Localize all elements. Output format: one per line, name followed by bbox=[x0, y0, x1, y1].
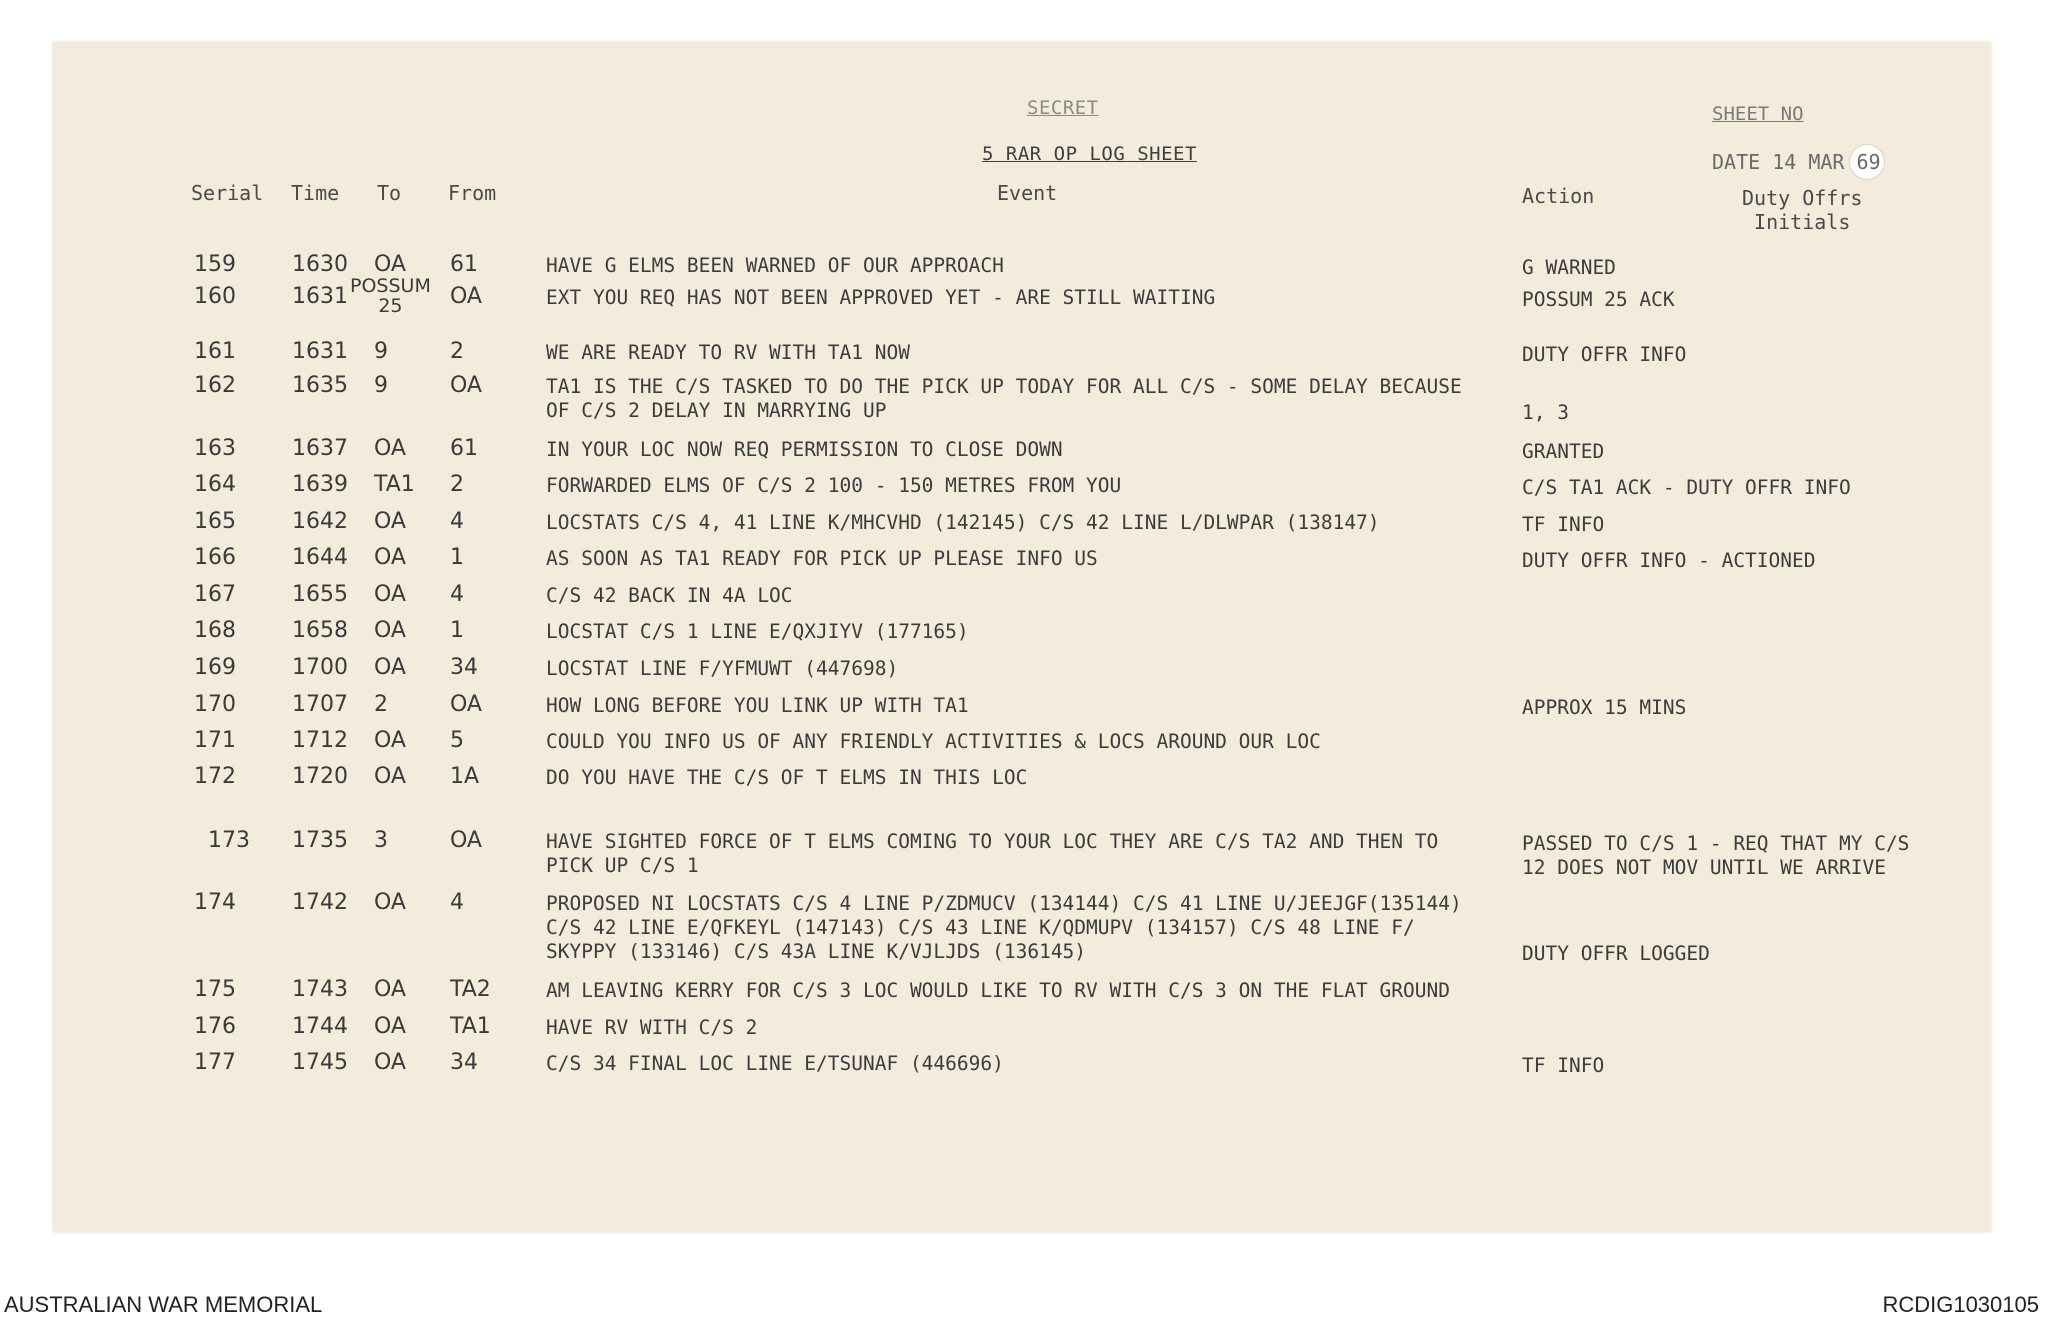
row-to: OA bbox=[374, 977, 406, 1002]
row-from: 34 bbox=[450, 1050, 478, 1075]
row-time: 1642 bbox=[292, 509, 348, 534]
row-to: OA bbox=[374, 1014, 406, 1039]
row-time: 1631 bbox=[292, 339, 348, 364]
row-serial: 161 bbox=[194, 339, 236, 364]
sheet-number: SHEET NO bbox=[1712, 103, 1804, 125]
row-time: 1655 bbox=[292, 582, 348, 607]
row-to: 3 bbox=[374, 828, 388, 853]
row-event: HAVE RV WITH C/S 2 bbox=[546, 1016, 758, 1039]
row-event: LOCSTATS C/S 4, 41 LINE K/MHCVHD (142145) C/S 42 LINE L/DLWPAR (138147) bbox=[546, 511, 1380, 534]
row-time: 1742 bbox=[292, 890, 348, 915]
row-to: 9 bbox=[374, 373, 388, 398]
row-serial: 163 bbox=[194, 436, 236, 461]
col-header-action: Action bbox=[1522, 184, 1595, 208]
row-time: 1743 bbox=[292, 977, 348, 1002]
row-to: OA bbox=[374, 545, 406, 570]
col-header-event: Event bbox=[997, 181, 1058, 205]
row-to: OA bbox=[374, 1050, 406, 1075]
row-serial: 159 bbox=[194, 252, 236, 277]
row-serial: 176 bbox=[194, 1014, 236, 1039]
row-serial: 168 bbox=[194, 618, 236, 643]
row-from: 61 bbox=[450, 252, 478, 277]
row-time: 1631 bbox=[292, 284, 348, 309]
row-to: TA1 bbox=[374, 472, 415, 497]
row-serial: 167 bbox=[194, 582, 236, 607]
row-serial: 175 bbox=[194, 977, 236, 1002]
row-event: AM LEAVING KERRY FOR C/S 3 LOC WOULD LIKE TO RV WITH C/S 3 ON THE FLAT GROUND bbox=[546, 979, 1450, 1002]
row-to: OA bbox=[374, 764, 406, 789]
row-serial: 162 bbox=[194, 373, 236, 398]
row-event: AS SOON AS TA1 READY FOR PICK UP PLEASE INFO US bbox=[546, 547, 1098, 570]
row-from: OA bbox=[450, 692, 482, 717]
row-event: EXT YOU REQ HAS NOT BEEN APPROVED YET - ARE STILL WAITING bbox=[546, 286, 1216, 309]
row-event: COULD YOU INFO US OF ANY FRIENDLY ACTIVITIES & LOCS AROUND OUR LOC bbox=[546, 730, 1321, 753]
row-action: GRANTED bbox=[1522, 440, 1605, 463]
row-from: 61 bbox=[450, 436, 478, 461]
row-to: OA bbox=[374, 890, 406, 915]
footer-record-id: RCDIG1030105 bbox=[1882, 1292, 2039, 1317]
row-event: IN YOUR LOC NOW REQ PERMISSION TO CLOSE DOWN bbox=[546, 438, 1063, 461]
row-time: 1639 bbox=[292, 472, 348, 497]
row-action: DUTY OFFR LOGGED bbox=[1522, 942, 1710, 965]
row-serial: 164 bbox=[194, 472, 236, 497]
row-event: HOW LONG BEFORE YOU LINK UP WITH TA1 bbox=[546, 694, 969, 717]
row-to: OA bbox=[374, 436, 406, 461]
row-to: OA bbox=[374, 509, 406, 534]
row-event: HAVE G ELMS BEEN WARNED OF OUR APPROACH bbox=[546, 254, 1004, 277]
row-event: LOCSTAT LINE F/YFMUWT (447698) bbox=[546, 657, 899, 680]
row-time: 1644 bbox=[292, 545, 348, 570]
row-to: 2 bbox=[374, 692, 388, 717]
row-event: HAVE SIGHTED FORCE OF T ELMS COMING TO YOUR LOC THEY ARE C/S TA2 AND THEN TO PICK UP C/S 1 bbox=[546, 830, 1439, 877]
row-serial: 170 bbox=[194, 692, 236, 717]
col-header-to: To bbox=[377, 181, 402, 205]
sheet-title: 5 RAR OP LOG SHEET bbox=[982, 143, 1197, 165]
row-time: 1637 bbox=[292, 436, 348, 461]
row-from: 4 bbox=[450, 582, 464, 607]
row-serial: 171 bbox=[194, 728, 236, 753]
row-to: OA bbox=[374, 655, 406, 680]
row-from: 4 bbox=[450, 509, 464, 534]
row-event: FORWARDED ELMS OF C/S 2 100 - 150 METRES FROM YOU bbox=[546, 474, 1122, 497]
row-event: C/S 34 FINAL LOC LINE E/TSUNAF (446696) bbox=[546, 1052, 1004, 1075]
classification-stamp: SECRET bbox=[1027, 97, 1099, 119]
row-time: 1630 bbox=[292, 252, 348, 277]
col-header-duty-line1: Duty Offrs bbox=[1742, 186, 1863, 210]
row-action: POSSUM 25 ACK bbox=[1522, 288, 1675, 311]
row-event: PROPOSED NI LOCSTATS C/S 4 LINE P/ZDMUCV (134144) C/S 41 LINE U/JEEJGF(135144) C/S 42 LINE E/QFKEYL (147143) C/S 43 LINE K/QDMUPV (134157) C/S 48 LINE F/ SKYPPY (133146) C/S 43A LINE K/VJLJDS (136145) bbox=[546, 892, 1462, 963]
col-header-from: From bbox=[448, 181, 497, 205]
row-time: 1700 bbox=[292, 655, 348, 680]
row-event: DO YOU HAVE THE C/S OF T ELMS IN THIS LOC bbox=[546, 766, 1028, 789]
col-header-serial: Serial bbox=[191, 181, 264, 205]
row-from: 4 bbox=[450, 890, 464, 915]
row-from: TA2 bbox=[450, 977, 491, 1002]
col-header-time: Time bbox=[291, 181, 340, 205]
row-from: 5 bbox=[450, 728, 464, 753]
row-time: 1745 bbox=[292, 1050, 348, 1075]
row-serial: 165 bbox=[194, 509, 236, 534]
row-from: TA1 bbox=[450, 1014, 491, 1039]
row-serial: 169 bbox=[194, 655, 236, 680]
row-time: 1707 bbox=[292, 692, 348, 717]
row-serial: 177 bbox=[194, 1050, 236, 1075]
row-to: 9 bbox=[374, 339, 388, 364]
row-time: 1744 bbox=[292, 1014, 348, 1039]
row-serial: 172 bbox=[194, 764, 236, 789]
row-action: 1, 3 bbox=[1522, 401, 1569, 424]
row-serial: 174 bbox=[194, 890, 236, 915]
row-to: OA bbox=[374, 618, 406, 643]
row-from: OA bbox=[450, 284, 482, 309]
row-action: TF INFO bbox=[1522, 513, 1605, 536]
row-action: DUTY OFFR INFO - ACTIONED bbox=[1522, 549, 1816, 572]
row-to: OA bbox=[374, 728, 406, 753]
col-header-duty-line2: Initials bbox=[1754, 210, 1851, 234]
row-from: 2 bbox=[450, 339, 464, 364]
row-serial: 173 bbox=[208, 828, 250, 853]
row-from: 2 bbox=[450, 472, 464, 497]
row-serial: 166 bbox=[194, 545, 236, 570]
col-header-duty-offrs bbox=[1742, 186, 1862, 234]
row-from: OA bbox=[450, 373, 482, 398]
row-from: 1 bbox=[450, 545, 464, 570]
row-from: 1 bbox=[450, 618, 464, 643]
row-action: TF INFO bbox=[1522, 1054, 1605, 1077]
row-event: C/S 42 BACK IN 4A LOC bbox=[546, 584, 793, 607]
row-from: 1A bbox=[450, 764, 480, 789]
row-to: POSSUM 25 bbox=[350, 275, 431, 317]
row-to: OA bbox=[374, 582, 406, 607]
row-from: OA bbox=[450, 828, 482, 853]
row-from: 34 bbox=[450, 655, 478, 680]
row-time: 1635 bbox=[292, 373, 348, 398]
row-action: APPROX 15 MINS bbox=[1522, 696, 1687, 719]
row-time: 1720 bbox=[292, 764, 348, 789]
row-action: C/S TA1 ACK - DUTY OFFR INFO bbox=[1522, 476, 1851, 499]
row-action: DUTY OFFR INFO bbox=[1522, 343, 1687, 366]
sheet-date: DATE 14 MAR 69 bbox=[1712, 150, 1881, 174]
row-time: 1658 bbox=[292, 618, 348, 643]
row-time: 1712 bbox=[292, 728, 348, 753]
row-time: 1735 bbox=[292, 828, 348, 853]
row-event: TA1 IS THE C/S TASKED TO DO THE PICK UP TODAY FOR ALL C/S - SOME DELAY BECAUSE OF C/S 2 DELAY IN MARRYING UP bbox=[546, 375, 1462, 422]
row-event: LOCSTAT C/S 1 LINE E/QXJIYV (177165) bbox=[546, 620, 969, 643]
footer-institution: AUSTRALIAN WAR MEMORIAL bbox=[4, 1292, 323, 1317]
row-action: PASSED TO C/S 1 - REQ THAT MY C/S 12 DOES NOT MOV UNTIL WE ARRIVE bbox=[1522, 832, 1910, 879]
row-to: OA bbox=[374, 252, 406, 277]
row-event: WE ARE READY TO RV WITH TA1 NOW bbox=[546, 341, 910, 364]
row-action: G WARNED bbox=[1522, 256, 1616, 279]
row-serial: 160 bbox=[194, 284, 236, 309]
